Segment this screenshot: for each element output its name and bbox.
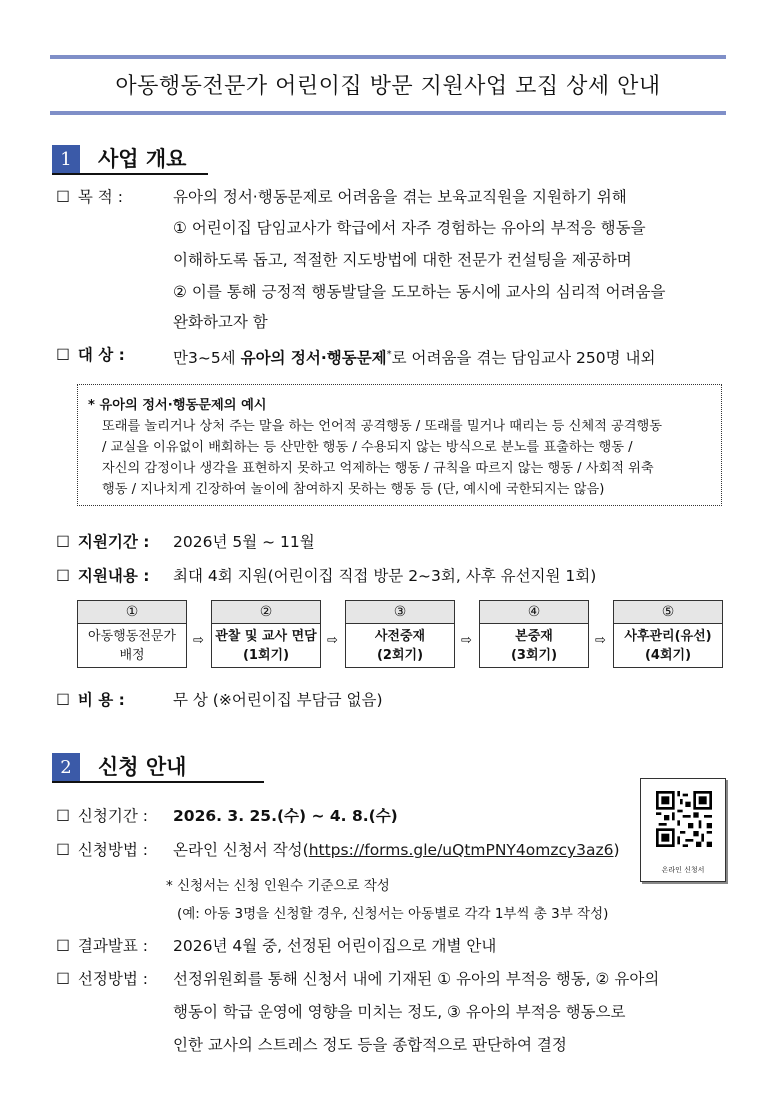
step-number: ④ <box>480 601 588 624</box>
section-1-header <box>52 145 186 173</box>
purpose-line: ② 이를 통해 긍정적 행동발달을 도모하는 동시에 교사의 심리적 어려움을 <box>173 283 666 301</box>
section-1-underline <box>52 173 208 175</box>
content-item <box>56 566 149 586</box>
content-value: 최대 4회 지원(어린이집 직접 방문 2~3회, 사후 유선지원 1회) <box>173 567 597 585</box>
qr-code-card[interactable] <box>640 778 726 882</box>
checkbox-icon: ☐ <box>56 188 70 206</box>
purpose-line: 완화하고자 함 <box>173 313 268 331</box>
purpose-line: 이해하도록 돕고, 적절한 지도방법에 대한 전문가 컨설팅을 제공하며 <box>173 251 632 269</box>
step-line: 본중재 <box>515 629 553 644</box>
document-title: 아동행동전문가 어린이집 방문 지원사업 모집 상세 안내 <box>115 74 661 99</box>
step-text <box>614 624 722 668</box>
section-2-underline <box>52 781 264 783</box>
select-line: 인한 교사의 스트레스 정도 등을 종합적으로 판단하여 결정 <box>173 1036 567 1054</box>
note-line: 또래를 놀리거나 상처 주는 말을 하는 언어적 공격행동 / 또래를 밀거나 때리는 등 신체적 공격행동 <box>102 419 662 434</box>
arrow-icon: ⇨ <box>461 633 472 648</box>
step-line: (3회기) <box>510 648 558 663</box>
note-line: 행동 / 지나치게 긴장하여 놀이에 참여하지 못하는 행동 등 (단, 예시에 국한되지는 않음) <box>102 482 605 497</box>
checkbox-icon: ☐ <box>56 841 70 859</box>
step-line: (4회기) <box>644 648 692 663</box>
period-value: 2026년 5월 ~ 11월 <box>173 533 315 551</box>
target-post: 로 어려움을 겪는 담임교사 250명 내외 <box>391 349 656 368</box>
purpose-item <box>56 187 123 207</box>
target-pre: 만3~5세 <box>173 349 241 368</box>
section-number: 2 <box>52 753 80 781</box>
step-line: (1회기) <box>242 648 290 663</box>
result-value: 2026년 4월 중, 선정된 어린이집으로 개별 안내 <box>173 937 497 955</box>
process-step <box>479 600 589 668</box>
step-text <box>78 624 186 668</box>
step-text <box>480 624 588 668</box>
purpose-label: 목 적 : <box>77 188 123 206</box>
application-form-link[interactable]: https://forms.gle/uQtmPNY4omzcy3az6 <box>308 841 614 859</box>
method-note: * 신청서는 신청 인원수 기준으로 작성 <box>166 878 390 894</box>
target-sup: * <box>386 349 392 360</box>
select-item <box>56 969 148 989</box>
qr-caption: 온라인 신청서 <box>661 866 705 874</box>
checkbox-icon: ☐ <box>56 970 70 988</box>
examples-note-box <box>77 384 722 506</box>
arrow-icon: ⇨ <box>595 633 606 648</box>
step-line: 배정 <box>119 648 145 663</box>
select-line: 선정위원회를 통해 신청서 내에 기재된 ① 유아의 부적응 행동, ② 유아의 <box>173 970 660 988</box>
apply-period-item <box>56 806 148 826</box>
step-number: ③ <box>346 601 454 624</box>
target-item <box>56 345 125 365</box>
step-line: 사후관리(유선) <box>624 629 712 644</box>
select-label: 선정방법 : <box>77 970 148 988</box>
purpose-line: 유아의 정서·행동문제로 어려움을 겪는 보육교직원을 지원하기 위해 <box>173 188 627 206</box>
method-value <box>173 840 620 860</box>
title-bottom-rule <box>50 111 726 115</box>
section-title: 신청 안내 <box>98 755 187 779</box>
select-line: 행동이 학급 운영에 영향을 미치는 정도, ③ 유아의 부적응 행동으로 <box>173 1003 626 1021</box>
target-bold: 유아의 정서·행동문제 <box>240 349 387 368</box>
checkbox-icon: ☐ <box>56 567 70 585</box>
checkbox-icon: ☐ <box>56 937 70 955</box>
checkbox-icon: ☐ <box>56 691 70 709</box>
target-label: 대 상 : <box>77 346 125 364</box>
arrow-icon: ⇨ <box>327 633 338 648</box>
step-line: (2회기) <box>376 648 424 663</box>
apply-period-label: 신청기간 : <box>77 807 148 825</box>
target-value <box>173 345 655 368</box>
purpose-line: ① 어린이집 담임교사가 학급에서 자주 경험하는 유아의 부적응 행동을 <box>173 219 646 237</box>
note-title: * 유아의 정서·행동문제의 예시 <box>88 398 267 413</box>
period-item <box>56 532 149 552</box>
process-step <box>613 600 723 668</box>
qr-code-icon <box>656 791 712 847</box>
step-line: 관찰 및 교사 면담 <box>215 629 317 644</box>
process-step <box>211 600 321 668</box>
section-title: 사업 개요 <box>98 147 187 171</box>
checkbox-icon: ☐ <box>56 346 70 364</box>
period-label: 지원기간 : <box>77 533 150 551</box>
section-number: 1 <box>52 145 80 173</box>
apply-period-value: 2026. 3. 25.(수) ~ 4. 8.(수) <box>173 807 398 825</box>
process-step <box>345 600 455 668</box>
section-2-header <box>52 753 186 781</box>
process-step <box>77 600 187 668</box>
step-number: ② <box>212 601 320 624</box>
arrow-icon: ⇨ <box>193 633 204 648</box>
method-pre: 온라인 신청서 작성( <box>173 841 309 859</box>
method-item <box>56 840 148 860</box>
step-number: ⑤ <box>614 601 722 624</box>
checkbox-icon: ☐ <box>56 807 70 825</box>
cost-item <box>56 690 125 710</box>
step-number: ① <box>78 601 186 624</box>
checkbox-icon: ☐ <box>56 533 70 551</box>
result-item <box>56 936 148 956</box>
step-text <box>212 624 320 668</box>
method-note: (예: 아동 3명을 신청할 경우, 신청서는 아동별로 각각 1부씩 총 3부 작성) <box>177 906 609 922</box>
result-label: 결과발표 : <box>77 937 148 955</box>
content-label: 지원내용 : <box>77 567 150 585</box>
step-line: 사전중재 <box>374 629 426 644</box>
cost-value: 무 상 (※어린이집 부담금 없음) <box>173 691 383 709</box>
note-line: / 교실을 이유없이 배회하는 등 산만한 행동 / 수용되지 않는 방식으로 분노를 표출하는 행동 / <box>102 440 633 455</box>
cost-label: 비 용 : <box>77 691 125 709</box>
step-text <box>346 624 454 668</box>
method-label: 신청방법 : <box>77 841 148 859</box>
step-line: 아동행동전문가 <box>88 629 176 644</box>
document-header <box>50 55 726 115</box>
note-line: 자신의 감정이나 생각을 표현하지 못하고 억제하는 행동 / 규칙을 따르지 않는 행동 / 사회적 위축 <box>102 461 654 476</box>
method-post: ) <box>613 841 620 859</box>
